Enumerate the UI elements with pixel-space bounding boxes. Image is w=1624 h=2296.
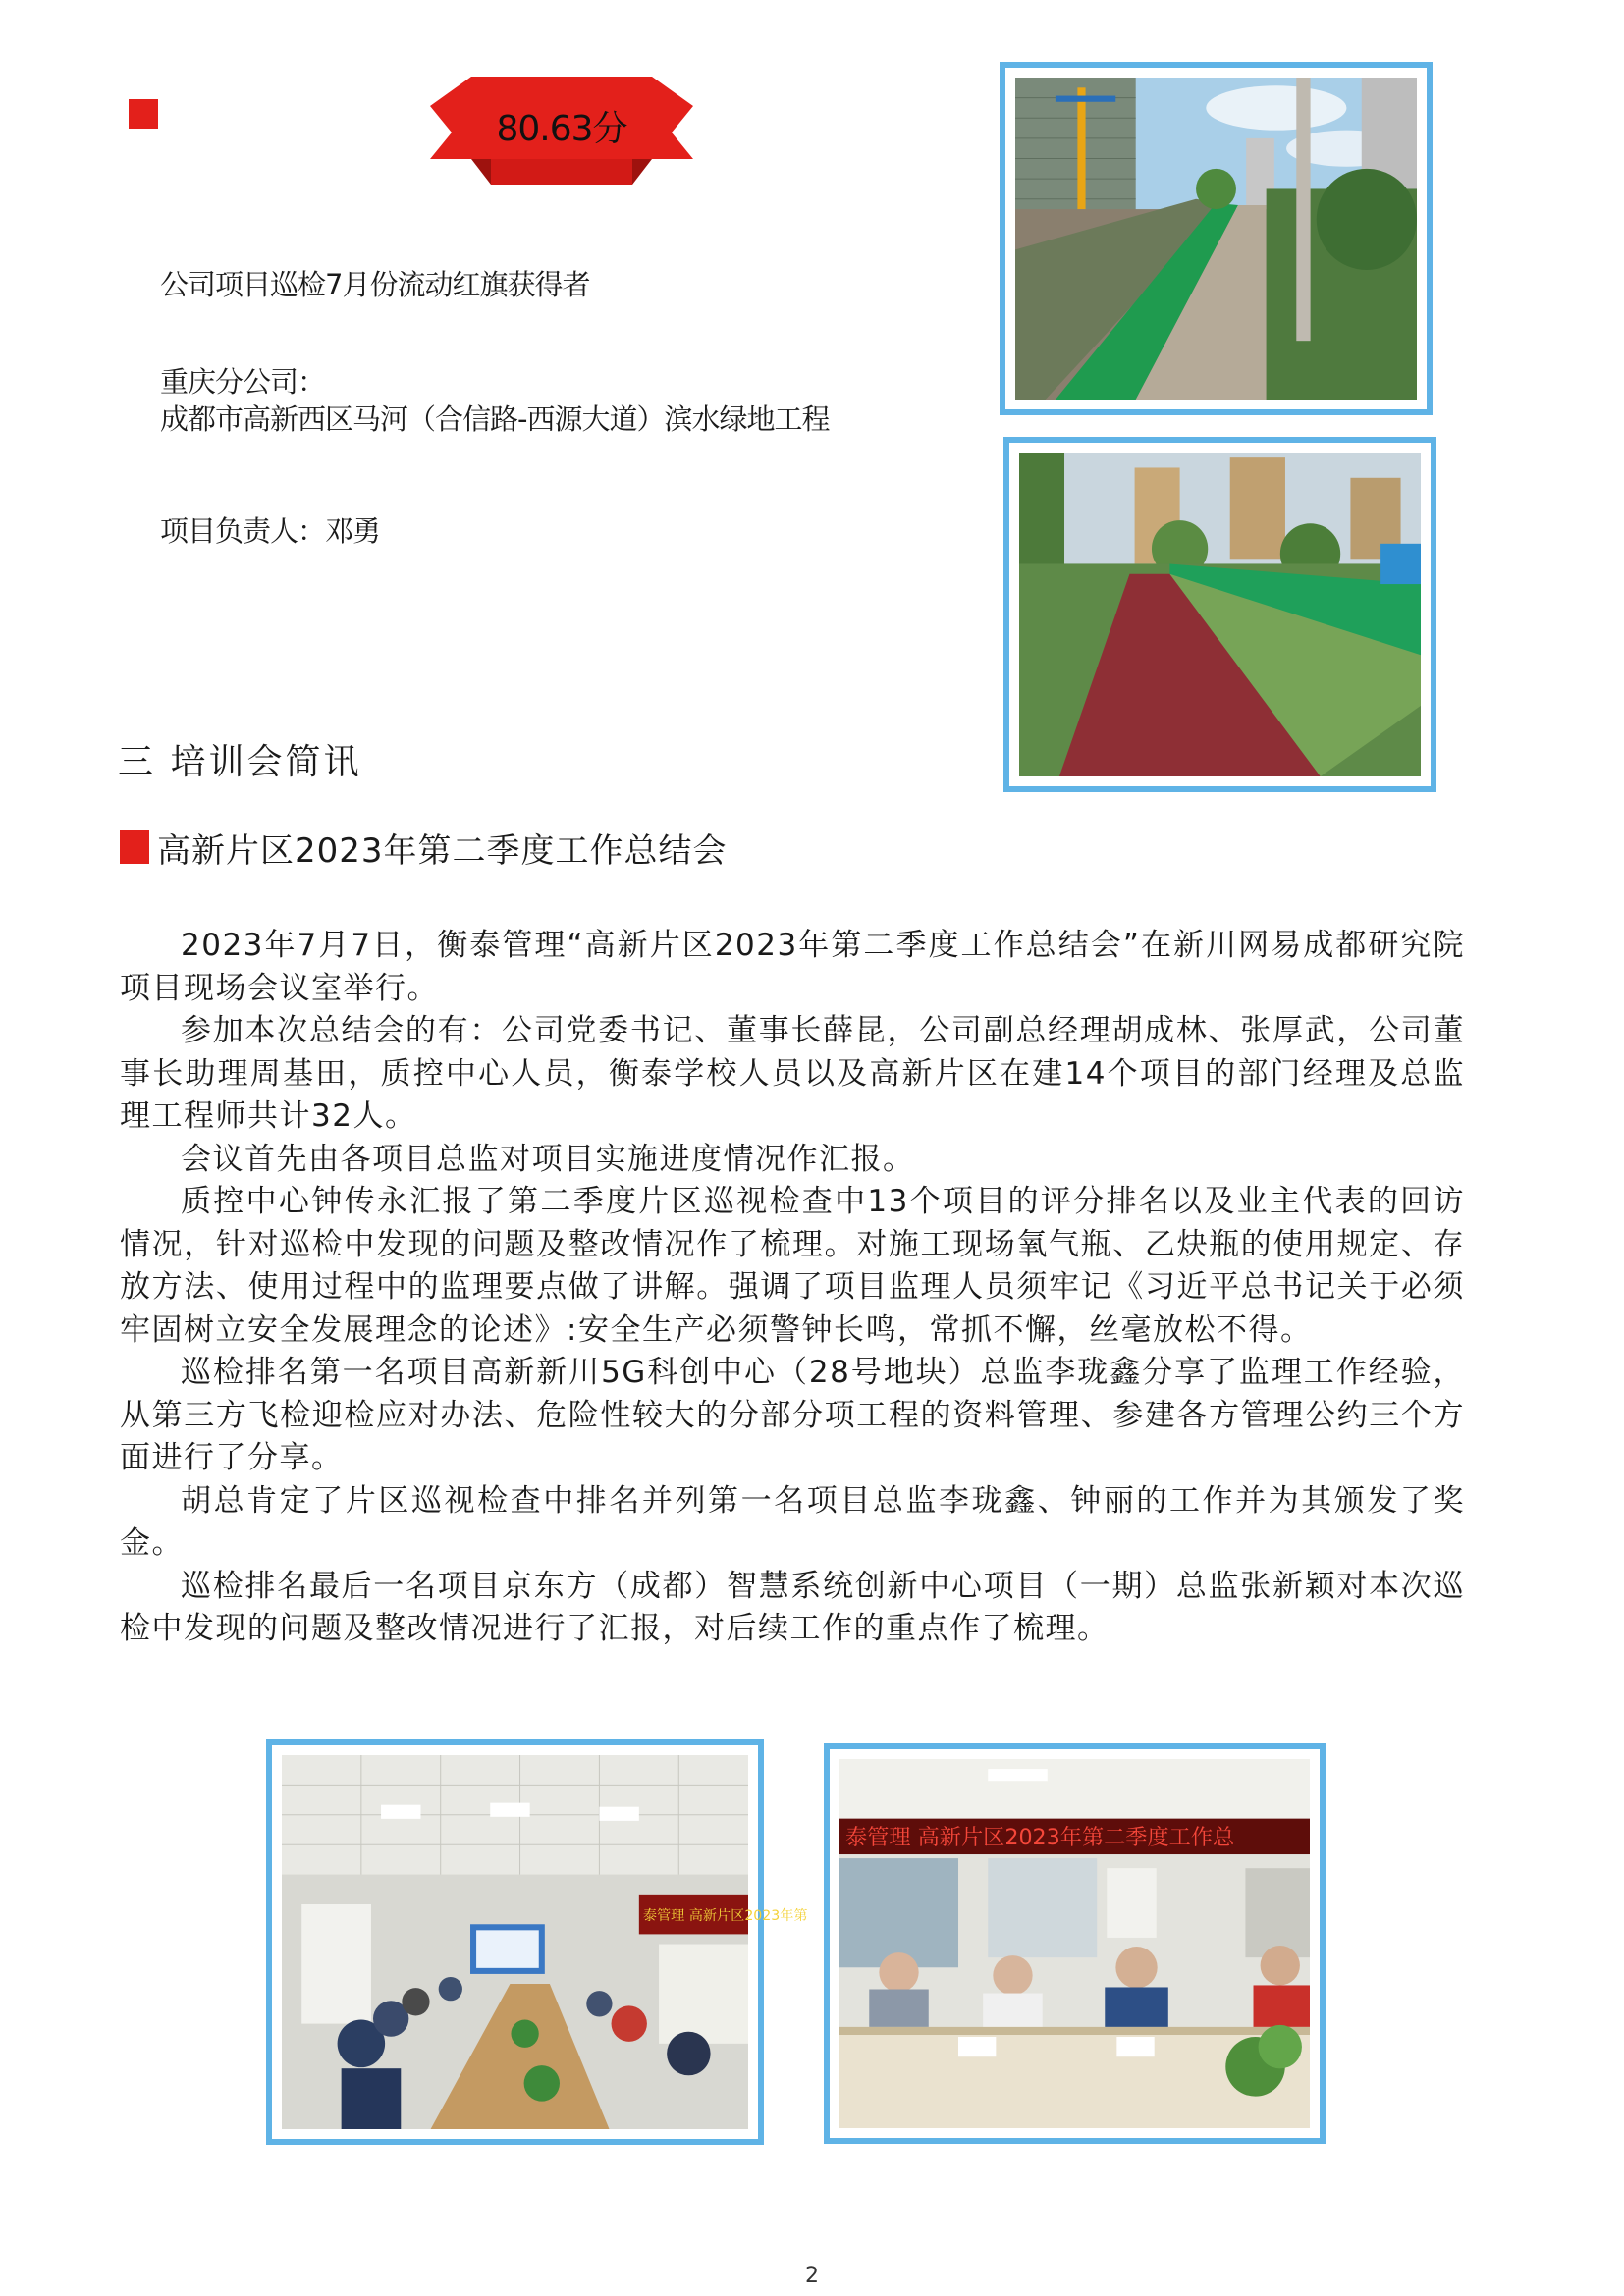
greenway-scene (1019, 453, 1421, 776)
construction-scene (1015, 78, 1417, 400)
article-paragraph: 2023年7月7日，衡泰管理“高新片区2023年第二季度工作总结会”在新川网易成都研究院项目现场会议室举行。 (120, 928, 1465, 1006)
branch-label: 重庆分公司： (160, 365, 326, 399)
article-paragraph: 巡检排名第一名项目高新新川5G科创中心（28号地块）总监李珑鑫分享了监理工作经验，从第三方飞检迎检应对办法、危险性较大的分部分项工程的资料管理、参建各方管理公约三个方面进行了分享。 (120, 1355, 1465, 1475)
photo-greenway-path (1003, 437, 1436, 792)
score-ribbon (430, 77, 693, 185)
project-name: 成都市高新西区马河（合信路-西源大道）滨水绿地工程 (160, 402, 830, 436)
article-paragraph: 胡总肯定了片区巡视检查中排名并列第一名项目总监李珑鑫、钟丽的工作并为其颁发了奖金。 (120, 1482, 1465, 1561)
red-square-bullet (129, 99, 158, 129)
meeting-banner-1: 泰管理 高新片区2023年第 (642, 1908, 808, 1925)
red-square-bullet (120, 830, 149, 864)
article-body (120, 925, 1465, 1651)
section-heading: 三 培训会简讯 (118, 742, 362, 782)
page-number: 2 (805, 2264, 819, 2288)
photo-construction-site (1000, 62, 1433, 415)
score-badge: 80.63分 (496, 109, 627, 149)
article-paragraph: 巡检排名最后一名项目京东方（成都）智慧系统创新中心项目（一期）总监张新颖对本次巡检中发现的问题及整改情况进行了汇报，对后续工作的重点作了梳理。 (120, 1568, 1465, 1646)
project-manager: 项目负责人：邓勇 (160, 514, 381, 548)
meeting-scene-2 (839, 1759, 1310, 2128)
photo-meeting-head-table (824, 1743, 1326, 2144)
article-paragraph: 参加本次总结会的有：公司党委书记、董事长薛昆，公司副总经理胡成林、张厚武，公司董事长助理周基田，质控中心人员，衡泰学校人员以及高新片区在建14个项目的部门经理及总监理工程师共计32人。 (120, 1013, 1465, 1134)
branch-block (160, 363, 829, 438)
photo-meeting-room-wide (266, 1739, 808, 2145)
article-paragraph: 会议首先由各项目总监对项目实施进度情况作汇报。 (181, 1141, 915, 1177)
meeting-scene-1 (282, 1755, 808, 2129)
sub-heading (120, 828, 728, 871)
sub-heading-text: 高新片区2023年第二季度工作总结会 (157, 830, 728, 871)
award-title: 公司项目巡检7月份流动红旗获得者 (160, 268, 590, 301)
meeting-banner-2: 泰管理 高新片区2023年第二季度工作总 (845, 1824, 1235, 1850)
article-paragraph: 质控中心钟传永汇报了第二季度片区巡视检查中13个项目的评分排名以及业主代表的回访情况，针对巡检中发现的问题及整改情况作了梳理。对施工现场氧气瓶、乙炔瓶的使用规定、存放方法、使用过程中的监理要点做了讲解。强调了项目监理人员须牢记《习近平总书记关于必须牢固树立安全发展理念的论述》:安全生产必须警钟长鸣，常抓不懈，丝毫放松不得。 (120, 1184, 1465, 1348)
